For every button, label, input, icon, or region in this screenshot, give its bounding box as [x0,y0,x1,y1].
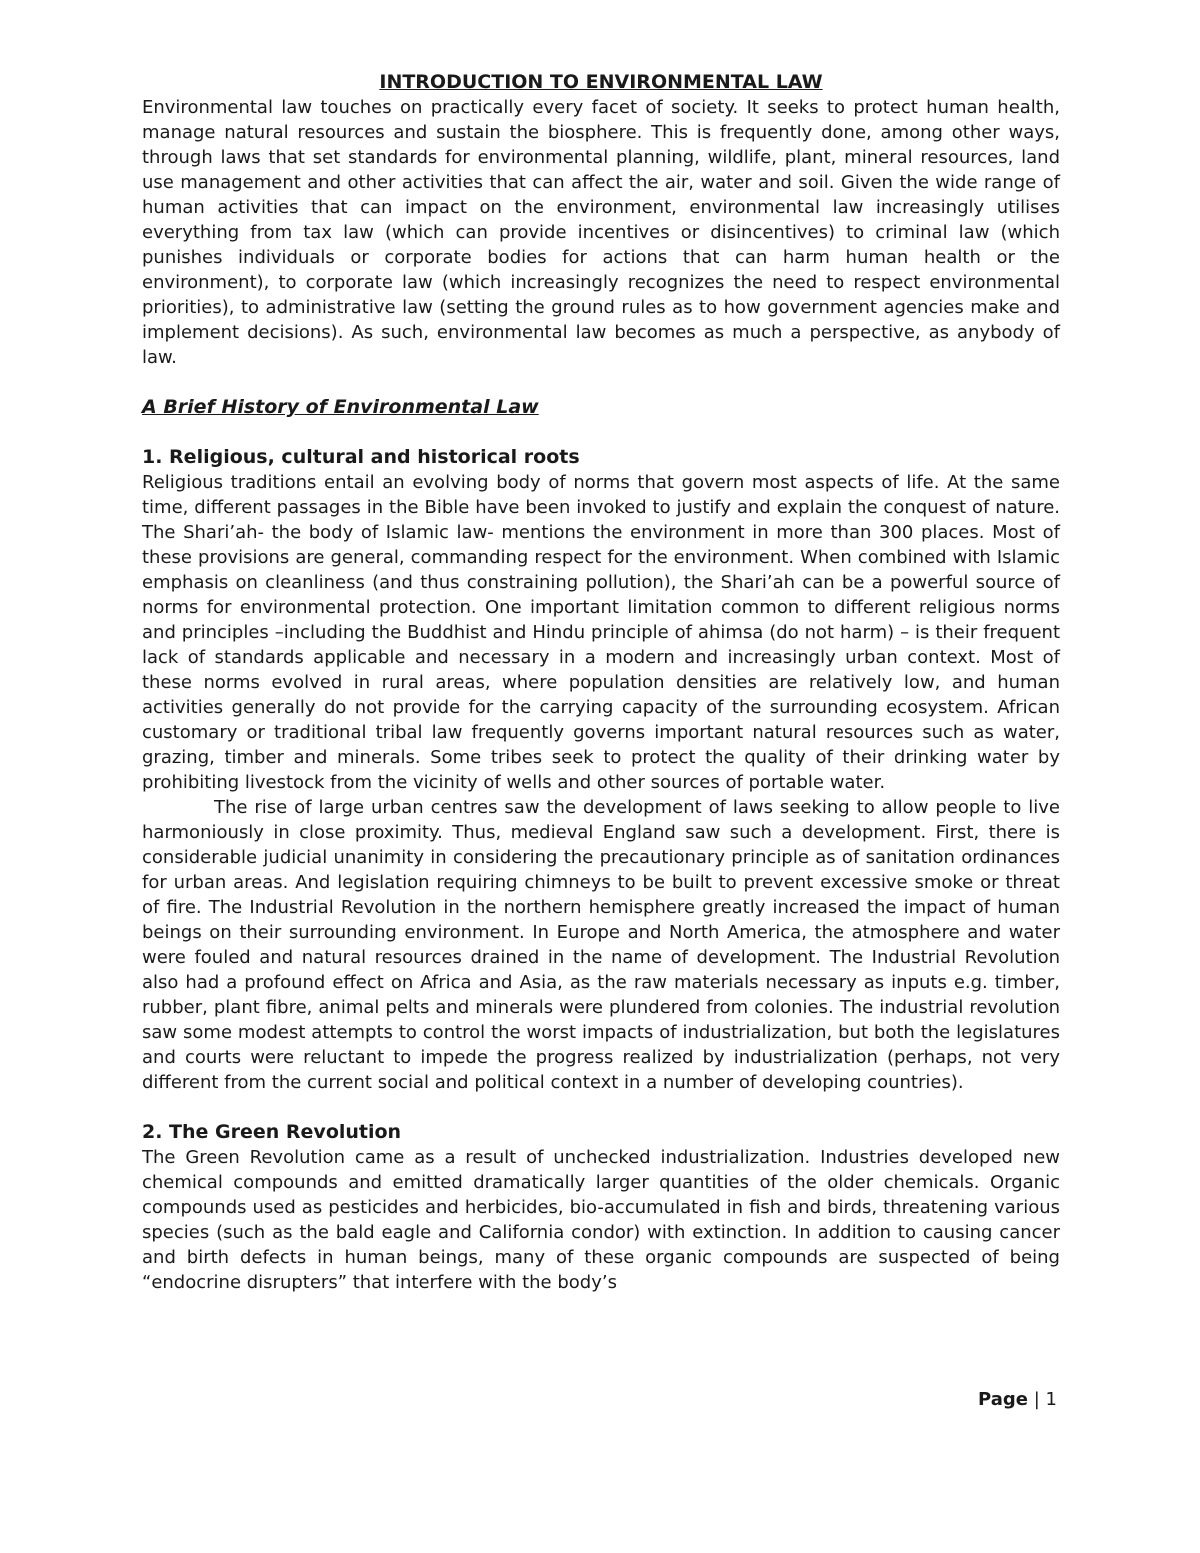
page-label: Page [978,1389,1028,1410]
intro-paragraph: Environmental law touches on practically every facet of society. It seeks to protect human health, manage natural resources and sustain the biosphere. This is frequently done, among other ways, through laws that set standards for environmental planning, wildlife, plant, mineral resources, land use management and other activities that can affect the air, water and soil. Given the wide range of human activities that can impact on the environment, environmental law increasingly utilises everything from tax law (which can provide incentives or disincentives) to criminal law (which punishes individuals or corporate bodies for actions that can harm human health or the environment), to corporate law (which increasingly recognizes the need to respect environmental priorities), to administrative law (setting the ground rules as to how government agencies make and implement decisions). As such, environmental law becomes as much a perspective, as anybody of law. [142,97,1060,368]
section-1-heading: 1. Religious, cultural and historical roots [142,446,580,468]
section-1-paragraph-2: The rise of large urban centres saw the development of laws seeking to allow people to live harmoniously in close proximity. Thus, medieval England saw such a development. First, there is considerable judicial unanimity in considering the precautionary principle as of sanitation ordinances for urban areas. And legislation requiring chimneys to be built to prevent excessive smoke or threat of fire. The Industrial Revolution in the northern hemisphere greatly increased the impact of human beings on their surrounding environment. In Europe and North America, the atmosphere and water were fouled and natural resources drained in the name of development. The Industrial Revolution also had a profound effect on Africa and Asia, as the raw materials necessary as inputs e.g. timber, rubber, plant fibre, animal pelts and minerals were plundered from colonies. The industrial revolution saw some modest attempts to control the worst impacts of industrialization, but both the legislatures and courts were reluctant to impede the progress realized by industrialization (perhaps, not very different from the current social and political context in a number of developing countries). [142,797,1060,1093]
section-2-heading: 2. The Green Revolution [142,1121,402,1143]
document-title: INTRODUCTION TO ENVIRONMENTAL LAW [379,71,823,93]
history-heading: A Brief History of Environmental Law [142,396,539,418]
page-number: 1 [1045,1389,1057,1410]
section-1-paragraph-1: Religious traditions entail an evolving body of norms that govern most aspects of life. At the same time, different passages in the Bible have been invoked to justify and explain the conquest of nature. The Shari’ah- the body of Islamic law- mentions the environment in more than 300 places. Most of these provisions are general, commanding respect for the environment. When combined with Islamic emphasis on cleanliness (and thus constraining pollution), the Shari’ah can be a powerful source of norms for environmental protection. One important limitation common to different religious norms and principles –including the Buddhist and Hindu principle of ahimsa (do not harm) – is their frequent lack of standards applicable and necessary in a modern and increasingly urban context. Most of these norms evolved in rural areas, where population densities are relatively low, and human activities generally do not provide for the carrying capacity of the surrounding ecosystem. African customary or traditional tribal law frequently governs important natural resources such as water, grazing, timber and minerals. Some tribes seek to protect the quality of their drinking water by prohibiting livestock from the vicinity of wells and other sources of portable water. [142,472,1060,793]
page-footer [978,1387,1057,1412]
section-2-paragraph-1: The Green Revolution came as a result of unchecked industrialization. Industries developed new chemical compounds and emitted dramatically larger quantities of the older chemicals. Organic compounds used as pesticides and herbicides, bio-accumulated in fish and birds, threatening various species (such as the bald eagle and California condor) with extinction. In addition to causing cancer and birth defects in human beings, many of these organic compounds are suspected of being “endocrine disrupters” that interfere with the body’s [142,1147,1060,1293]
spacer [142,1095,1060,1120]
page-separator: | [1033,1389,1040,1410]
document-page [142,70,1060,1295]
